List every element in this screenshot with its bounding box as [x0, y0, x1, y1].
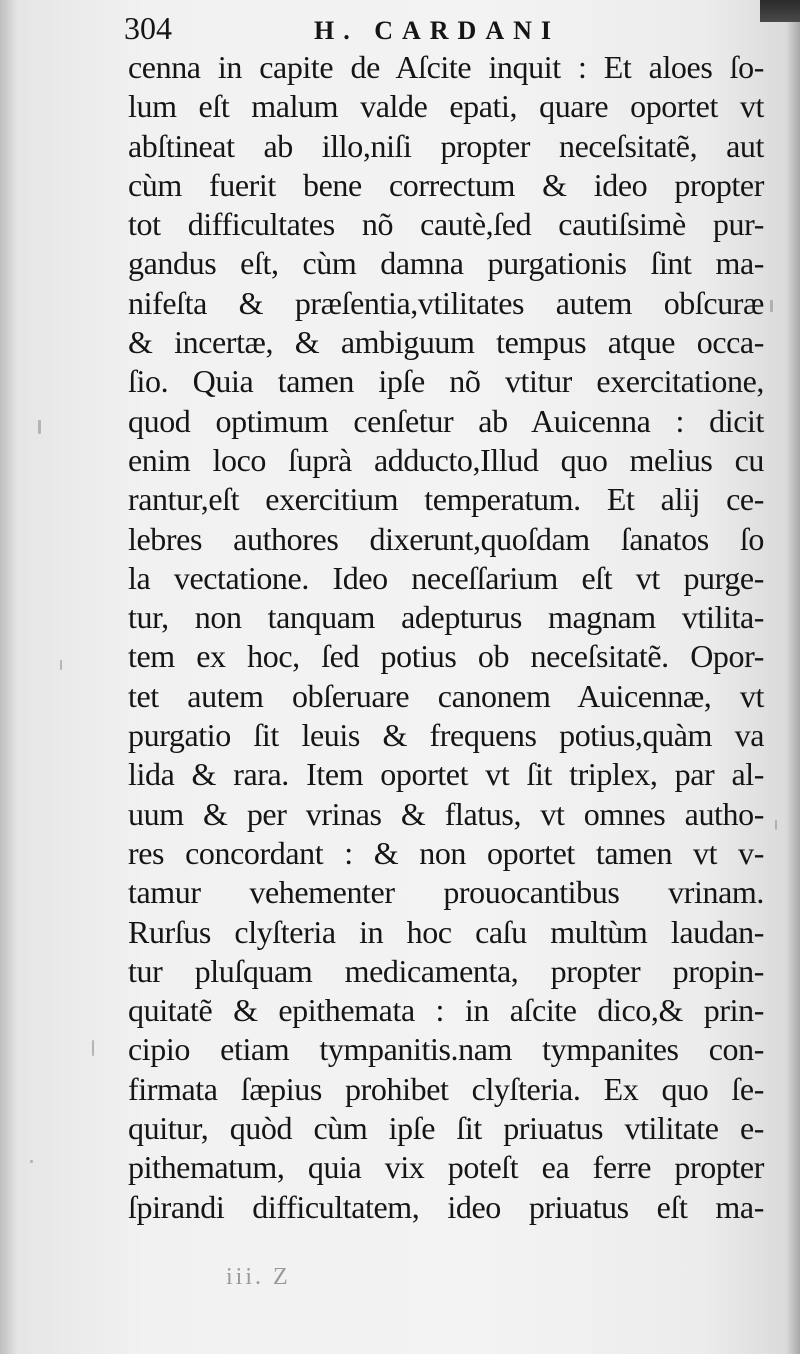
- scan-speck: [60, 660, 62, 670]
- text-line: ſpirandi difficultatem, ideo priuatus eſt ma-: [128, 1188, 764, 1225]
- text-line: ſio. Quia tamen ipſe nõ vtitur exercitatione,: [128, 363, 764, 400]
- scan-speck: [770, 300, 773, 312]
- scan-corner: [760, 0, 800, 22]
- gutter-shadow: [0, 0, 18, 1354]
- text-line: tem ex hoc, ſed potius ob neceſsitatẽ. Opor-: [128, 638, 764, 675]
- page-edge-shadow: [786, 22, 800, 1354]
- text-line: la vectatione. Ideo neceſſarium eſt vt purge-: [128, 559, 764, 596]
- text-line: purgatio ſit leuis & frequens potius,quàm va: [128, 717, 764, 754]
- text-line: quod optimum cenſetur ab Auicenna : dicit: [128, 402, 764, 439]
- body-text: [128, 48, 764, 1227]
- text-line: quitatẽ & epithemata : in aſcite dico,& prin-: [128, 992, 764, 1029]
- text-line: cenna in capite de Aſcite inquit : Et aloes ſo-: [128, 49, 764, 85]
- signature-mark: iii. Z: [226, 1264, 291, 1290]
- text-line: res concordant : & non oportet tamen vt v-: [128, 834, 764, 871]
- text-line: nifeſta & præſentia,vtilitates autem obſcuræ: [128, 284, 764, 321]
- text-line: pithematum, quia vix poteſt ea ferre propter: [128, 1149, 764, 1186]
- scan-speck: [775, 820, 777, 830]
- text-line: & incertæ, & ambiguum tempus atque occa-: [128, 324, 764, 361]
- page-header: [124, 6, 764, 50]
- text-line: lida & rara. Item oportet vt ſit triplex, par al-: [128, 756, 764, 793]
- page-number: 304: [124, 10, 172, 46]
- text-line: tur pluſquam medicamenta, propter propin-: [128, 952, 764, 989]
- scan-speck: [92, 1040, 94, 1056]
- text-line: tur, non tanquam adepturus magnam vtilita-: [128, 599, 764, 636]
- scan-speck: [38, 420, 41, 434]
- running-head: H. CARDANI: [314, 16, 560, 45]
- text-line: quitur, quòd cùm ipſe ſit priuatus vtilitate e-: [128, 1110, 764, 1147]
- text-line: lebres authores dixerunt,quoſdam ſanatos ſo: [128, 520, 764, 557]
- text-line: Rurſus clyſteria in hoc caſu multùm laudan-: [128, 913, 764, 950]
- text-line: tamur vehementer prouocantibus vrinam.: [128, 874, 764, 911]
- scan-speck: [30, 1160, 33, 1163]
- text-line: uum & per vrinas & flatus, vt omnes autho-: [128, 795, 764, 832]
- text-line: enim loco ſuprà adducto,Illud quo melius cu: [128, 441, 764, 478]
- text-line: rantur,eſt exercitium temperatum. Et alij ce-: [128, 481, 764, 518]
- text-line: tot difficultates nõ cautè,ſed cautiſsimè pur-: [128, 206, 764, 243]
- text-line: cùm fuerit bene correctum & ideo propter: [128, 166, 764, 203]
- text-line: cipio etiam tympanitis.nam tympanites con-: [128, 1031, 764, 1068]
- text-line: lum eſt malum valde epati, quare oportet vt: [128, 88, 764, 125]
- text-line: abſtineat ab illo,niſi propter neceſsitatẽ, aut: [128, 127, 764, 164]
- text-line: tet autem obſeruare canonem Auicennæ, vt: [128, 677, 764, 714]
- text-line: gandus eſt, cùm damna purgationis ſint ma-: [128, 245, 764, 282]
- text-line: firmata ſæpius prohibet clyſteria. Ex quo ſe-: [128, 1070, 764, 1107]
